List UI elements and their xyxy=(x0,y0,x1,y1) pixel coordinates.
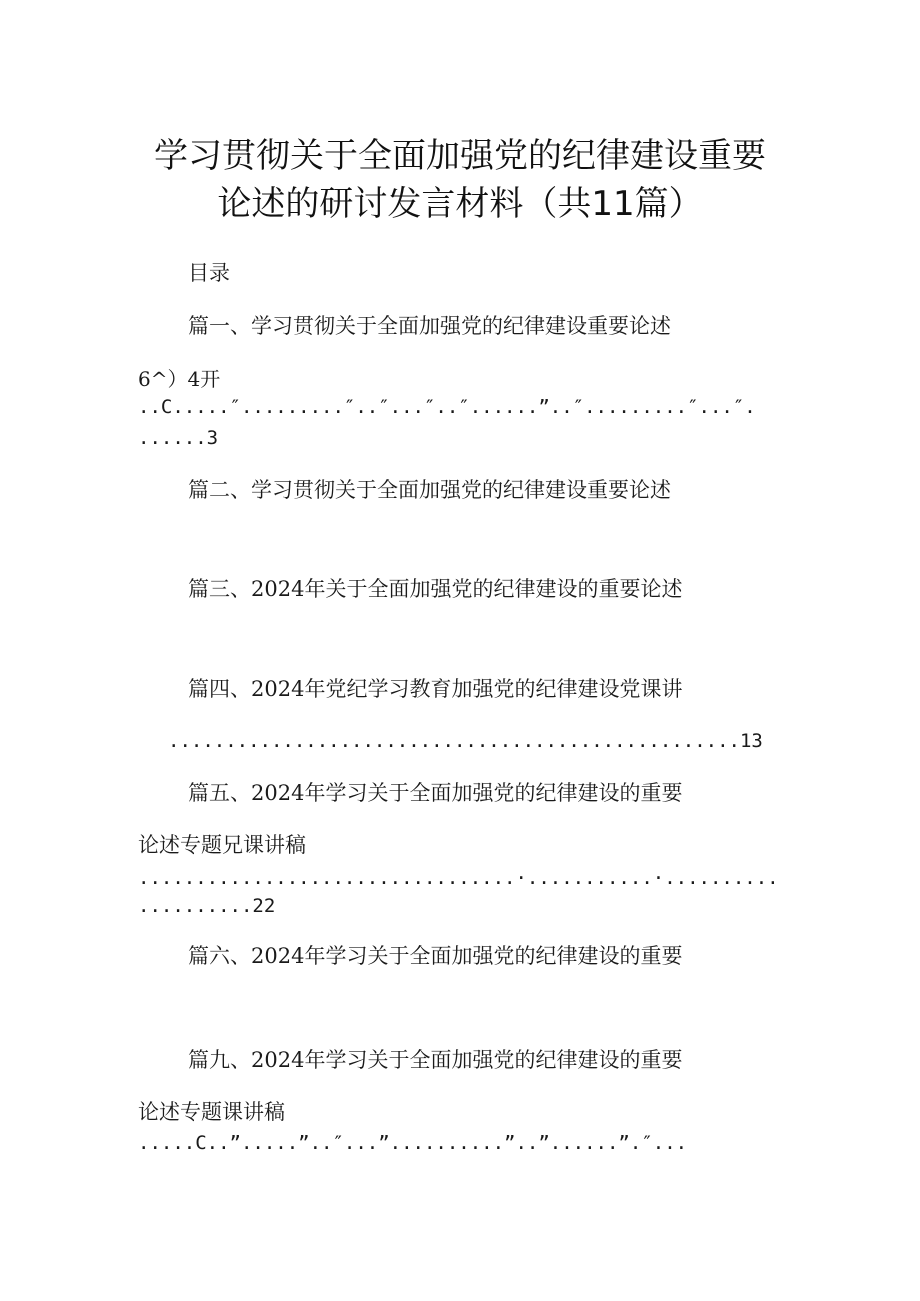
toc-entry-1-title[interactable]: 篇一、学习贯彻关于全面加强党的纪律建设重要论述 xyxy=(188,314,671,338)
toc-entry-5-leader: .................................·...........·.......... xyxy=(138,867,779,889)
toc-entry-5-continuation: 论述专题兄课讲稿 xyxy=(138,833,306,857)
toc-heading: 目录 xyxy=(188,261,230,285)
toc-entry-4-title[interactable]: 篇四、2024年党纪学习教育加强党的纪律建设党课讲 xyxy=(188,677,683,701)
toc-entry-4-leader: ..................................................13 xyxy=(168,730,763,752)
toc-entry-1-page: ......3 xyxy=(138,427,219,449)
toc-entry-1-leader: ..C.....″.........″..″...″..″......”..″.........″...″. xyxy=(138,396,756,418)
toc-entry-5-page: ..........22 xyxy=(138,895,276,917)
toc-entry-2-title[interactable]: 篇二、学习贯彻关于全面加强党的纪律建设重要论述 xyxy=(188,478,671,502)
toc-entry-5-title[interactable]: 篇五、2024年学习关于全面加强党的纪律建设的重要 xyxy=(188,781,683,805)
toc-entry-6-title[interactable]: 篇六、2024年学习关于全面加强党的纪律建设的重要 xyxy=(188,944,683,968)
toc-entry-9-title[interactable]: 篇九、2024年学习关于全面加强党的纪律建设的重要 xyxy=(188,1048,683,1072)
document-title-line-1: 学习贯彻关于全面加强党的纪律建设重要 xyxy=(154,136,766,176)
toc-entry-9-leader: .....C..”.....”..″...”..........”..”......”.″... xyxy=(138,1132,688,1154)
document-title-line-2: 论述的研讨发言材料（共11篇） xyxy=(217,184,703,224)
toc-entry-3-title[interactable]: 篇三、2024年关于全面加强党的纪律建设的重要论述 xyxy=(188,577,683,601)
toc-entry-1-continuation: 6^）4开 xyxy=(138,367,221,391)
toc-entry-9-continuation: 论述专题课讲稿 xyxy=(138,1100,285,1124)
